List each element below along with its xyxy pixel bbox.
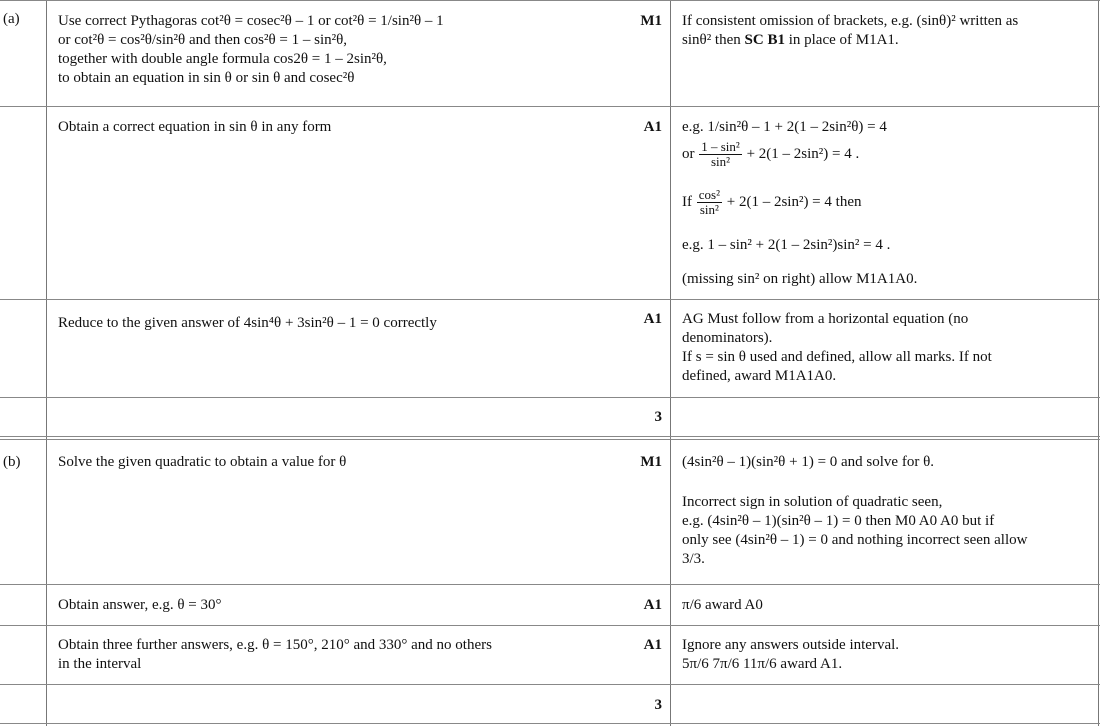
total-b: 3 xyxy=(654,697,662,713)
answer-a3: Reduce to the given answer of 4sin⁴θ + 3sin²θ – 1 = 0 correctly xyxy=(58,315,437,331)
answer-line: in the interval xyxy=(58,656,142,672)
section-divider xyxy=(0,436,1100,440)
mark-b1: M1 xyxy=(640,454,662,470)
guidance-line: Ignore any answers outside interval. xyxy=(682,637,900,653)
part-label-a: (a) xyxy=(3,11,20,27)
answer-line: Use correct Pythagoras cot²θ = cosec²θ – 1 or cot²θ = 1/sin²θ – 1 xyxy=(58,13,444,29)
answer-b1: Solve the given quadratic to obtain a value for θ xyxy=(58,454,347,470)
answer-line: Obtain three further answers, e.g. θ = 150°, 210° and 330° and no others xyxy=(58,637,492,653)
guidance-a3 xyxy=(682,310,992,386)
answer-b3 xyxy=(58,636,492,674)
mark-a3: A1 xyxy=(643,311,662,327)
guidance-b3 xyxy=(682,636,899,674)
row-divider xyxy=(0,625,1100,626)
guidance-eg2: e.g. 1 – sin² + 2(1 – 2sin²)sin² = 4 . xyxy=(682,237,891,253)
answer-line: or cot²θ = cos²θ/sin²θ and then cos²θ = 1 – sin²θ, xyxy=(58,32,348,48)
guidance-eg1: e.g. 1/sin²θ – 1 + 2(1 – 2sin²θ) = 4 xyxy=(682,119,887,135)
mark-b2: A1 xyxy=(643,597,662,613)
row-divider xyxy=(0,723,1100,724)
guidance-b2: π/6 award A0 xyxy=(682,597,763,613)
part-label-b: (b) xyxy=(3,454,21,470)
guidance-a1 xyxy=(682,12,1018,50)
row-divider xyxy=(0,584,1100,585)
guidance-line: defined, award M1A1A0. xyxy=(682,368,837,384)
row-divider xyxy=(0,299,1100,300)
column-divider xyxy=(670,0,671,726)
row-divider xyxy=(0,106,1100,107)
guidance-line: denominators). xyxy=(682,330,773,346)
mark-a2: A1 xyxy=(643,119,662,135)
mark-a1: M1 xyxy=(640,13,662,29)
fraction: $\frac{\text{1 – sin²}}{\text{sin²}}$ xyxy=(701,139,740,169)
guidance-line: If s = sin θ used and defined, allow all marks. If not xyxy=(682,349,992,365)
answer-line: to obtain an equation in sin θ or sin θ and cosec²θ xyxy=(58,70,355,86)
answer-line: together with double angle formula cos2θ = 1 – 2sin²θ, xyxy=(58,51,387,67)
guidance-line: Incorrect sign in solution of quadratic seen, xyxy=(682,494,943,510)
guidance-b1 xyxy=(682,493,1027,569)
answer-b2: Obtain answer, e.g. θ = 30° xyxy=(58,597,222,613)
row-divider xyxy=(0,0,1100,1)
guidance-line: 5π/6 7π/6 11π/6 award A1. xyxy=(682,656,843,672)
answer-a2: Obtain a correct equation in sin θ in any form xyxy=(58,119,332,135)
fraction: $\frac{\text{cos²}}{\text{sin²}}$ xyxy=(698,187,720,217)
guidance-b1-line1: (4sin²θ – 1)(sin²θ + 1) = 0 and solve for θ. xyxy=(682,454,935,470)
answer-a1 xyxy=(58,12,444,88)
guidance-line: If consistent omission of brackets, e.g. (sinθ)² written as xyxy=(682,13,1019,29)
guidance-line: only see (4sin²θ – 1) = 0 and nothing incorrect seen allow xyxy=(682,532,1028,548)
guidance-line: e.g. (4sin²θ – 1)(sin²θ – 1) = 0 then M0 A0 A0 but if xyxy=(682,513,995,529)
total-a: 3 xyxy=(654,409,662,425)
mark-b3: A1 xyxy=(643,637,662,653)
row-divider xyxy=(0,397,1100,398)
guidance-line: 3/3. xyxy=(682,551,705,567)
column-divider xyxy=(1098,0,1099,726)
guidance-line: sinθ² then SC B1 in place of M1A1. xyxy=(682,32,899,48)
column-divider xyxy=(46,0,47,726)
guidance-or-fraction: or $\frac{\text{1 – sin²}}{\text{sin²}}$ + 2(1 – 2sin²) = 4 . xyxy=(682,139,860,169)
guidance-line: AG Must follow from a horizontal equation (no xyxy=(682,311,969,327)
row-divider xyxy=(0,684,1100,685)
guidance-if-fraction: If $\frac{\text{cos²}}{\text{sin²}}$ + 2(1 – 2sin²) = 4 then xyxy=(682,187,862,217)
guidance-missing: (missing sin² on right) allow M1A1A0. xyxy=(682,271,918,287)
